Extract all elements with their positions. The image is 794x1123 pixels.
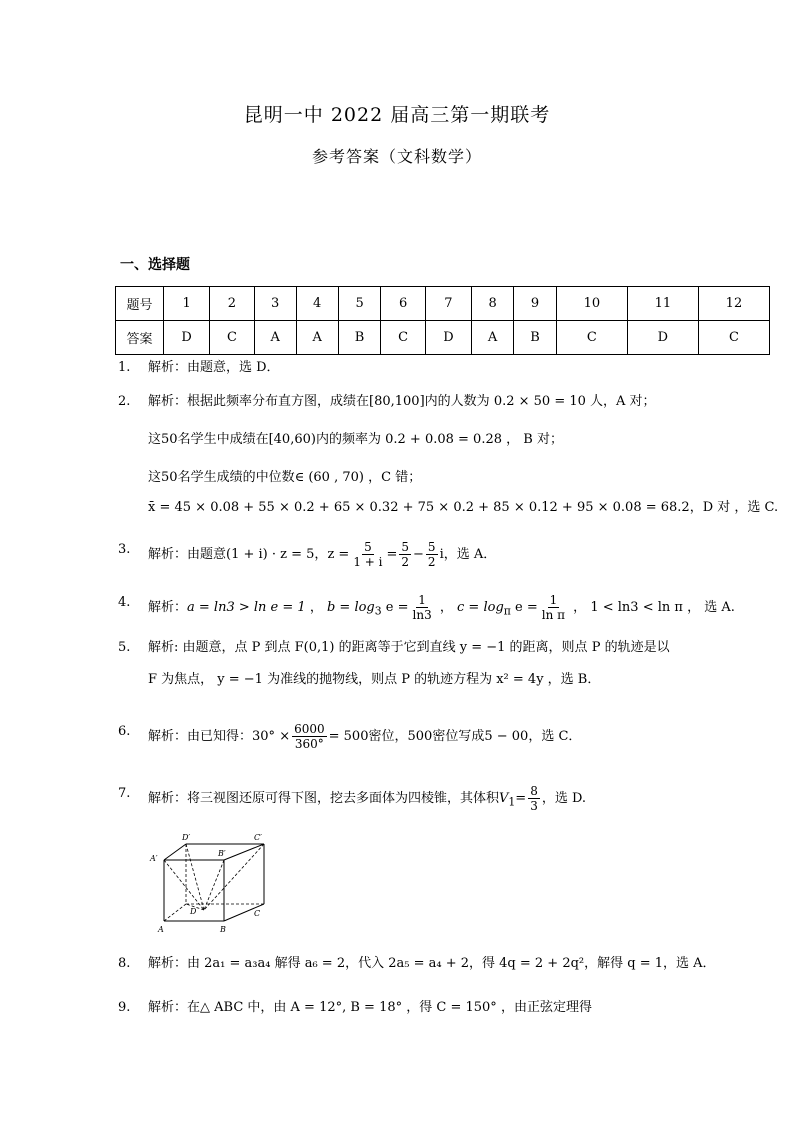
table-cell: A bbox=[254, 321, 296, 355]
label-D-prime: D′ bbox=[182, 833, 191, 842]
solution-number: 3. bbox=[118, 542, 131, 557]
label-A: A bbox=[158, 925, 164, 934]
section-heading: 一、选择题 bbox=[120, 257, 190, 273]
solution-text: 解析: 由题意，点 P 到点 F(0,1) 的距离等于它到直线 y = −1 的距离，则点 P 的轨迹是以 bbox=[148, 640, 670, 655]
fraction: $\frac{6000}{360^\circ}$ bbox=[294, 722, 325, 751]
table-cell: C bbox=[556, 321, 627, 355]
table-header-cell: 答案 bbox=[116, 321, 164, 355]
solution-text: 解析：a = ln3 > ln e = 1 ， $b = \log_3 e$ = $\frac{1}{\ln 3}$ ， $c = \log_\pi e$ = $\frac{1}{\text{ln π}}$ ， 1 < ln3 < ln π ， 选 A. bbox=[148, 593, 735, 622]
label-B-prime: B′ bbox=[218, 849, 226, 858]
fraction: $\frac{1}{\ln 3}$ bbox=[412, 593, 432, 622]
fraction: $\frac{5}{2}$ bbox=[401, 540, 410, 569]
table-cell: B bbox=[338, 321, 381, 355]
table-row bbox=[116, 321, 770, 355]
table-cell: 5 bbox=[338, 287, 381, 321]
table-cell: 3 bbox=[254, 287, 296, 321]
solution-text: 解析：由 2a₁ = a₃a₄ 解得 a₆ = 2，代入 2a₅ = a₄ + 2，得 4q = 2 + 2q²，解得 q = 1，选 A． bbox=[148, 956, 716, 971]
solution-text: F 为焦点， y = −1 为准线的抛物线，则点 P 的轨迹方程为 x² = 4y ，选 B． bbox=[148, 672, 601, 687]
solution-number: 6. bbox=[118, 724, 131, 739]
table-cell: 6 bbox=[381, 287, 425, 321]
solution-text: 解析：在△ ABC 中，由 A = 12°, B = 18° ，得 C = 150° ，由正弦定理得 bbox=[148, 1000, 592, 1015]
table-cell: 11 bbox=[627, 287, 698, 321]
table-cell: 9 bbox=[514, 287, 557, 321]
table-cell: C bbox=[698, 321, 769, 355]
page-subtitle: 参考答案（文科数学） bbox=[311, 147, 482, 166]
label-A-prime: A′ bbox=[150, 854, 158, 863]
fraction: $\frac{5}{1 + i}$ bbox=[353, 540, 383, 569]
table-cell: 12 bbox=[698, 287, 769, 321]
solution-number: 4. bbox=[118, 595, 131, 610]
table-cell: D bbox=[425, 321, 471, 355]
table-cell: D bbox=[627, 321, 698, 355]
label-C: C bbox=[254, 909, 261, 918]
label-D: D bbox=[190, 907, 197, 916]
solution-formula: x̄ = 45 × 0.08 + 55 × 0.2 + 65 × 0.32 + 75 × 0.2 + 85 × 0.12 + 95 × 0.08 = 68.2，D 对 ，选 C. bbox=[148, 500, 779, 515]
table-cell: D bbox=[164, 321, 210, 355]
table-cell: 4 bbox=[296, 287, 338, 321]
table-cell: 2 bbox=[210, 287, 254, 321]
solution-number: 2. bbox=[118, 394, 131, 409]
solution-text: 解析：将三视图还原可得下图，挖去多面体为四棱锥，其体积$V_1=$ $\frac{8}{3}$ ，选 D. bbox=[148, 784, 587, 813]
solution-text: 解析：由已知得：30° × $\frac{6000}{360^\circ}$ = 500密位，500密位写成5 − 00，选 C． bbox=[148, 722, 582, 751]
fraction: $\frac{8}{3}$ bbox=[530, 784, 538, 813]
solution-text: 解析：由题意，选 D． bbox=[148, 360, 280, 375]
solution-number: 7. bbox=[118, 786, 131, 801]
solution-text: 这50名学生成绩的中位数∈ (60 , 70) ，C 错； bbox=[148, 470, 422, 485]
fraction: $\frac{1}{\text{ln π}}$ bbox=[541, 593, 566, 622]
table-cell: A bbox=[472, 321, 514, 355]
hidden-edges bbox=[164, 844, 264, 921]
label-B: B bbox=[220, 925, 226, 934]
table-cell: A bbox=[296, 321, 338, 355]
solution-text: 解析：由题意(1 + i) · z = 5，z = $\frac{5}{1 + i}$ = $\frac{5}{2}$ − $\frac{5}{2}$ i，选 A． bbox=[148, 540, 497, 569]
solution-number: 5. bbox=[118, 640, 131, 655]
solution-number: 8. bbox=[118, 956, 131, 971]
table-row bbox=[116, 287, 770, 321]
cube-edges bbox=[164, 844, 264, 921]
solution-number: 1. bbox=[118, 360, 131, 375]
page-title: 昆明一中 2022 届高三第一期联考 bbox=[243, 104, 551, 126]
table-cell: C bbox=[210, 321, 254, 355]
solution-text: 这50名学生中成绩在[40,60)内的频率为 0.2 + 0.08 = 0.28 ， B 对； bbox=[148, 432, 563, 447]
answer-table bbox=[115, 286, 770, 355]
label-C-prime: C′ bbox=[254, 833, 262, 842]
table-cell: B bbox=[514, 321, 557, 355]
cube-figure bbox=[146, 826, 276, 936]
table-cell: 8 bbox=[472, 287, 514, 321]
table-cell: 10 bbox=[556, 287, 627, 321]
solution-number: 9. bbox=[118, 1000, 131, 1015]
table-cell: 1 bbox=[164, 287, 210, 321]
fraction: $\frac{5}{2}$ bbox=[427, 540, 436, 569]
table-cell: 7 bbox=[425, 287, 471, 321]
table-header-cell: 题号 bbox=[116, 287, 164, 321]
solution-text: 解析：根据此频率分布直方图，成绩在[80,100]内的人数为 0.2 × 50 = 10 人，A 对； bbox=[148, 394, 656, 409]
table-cell: C bbox=[381, 321, 425, 355]
